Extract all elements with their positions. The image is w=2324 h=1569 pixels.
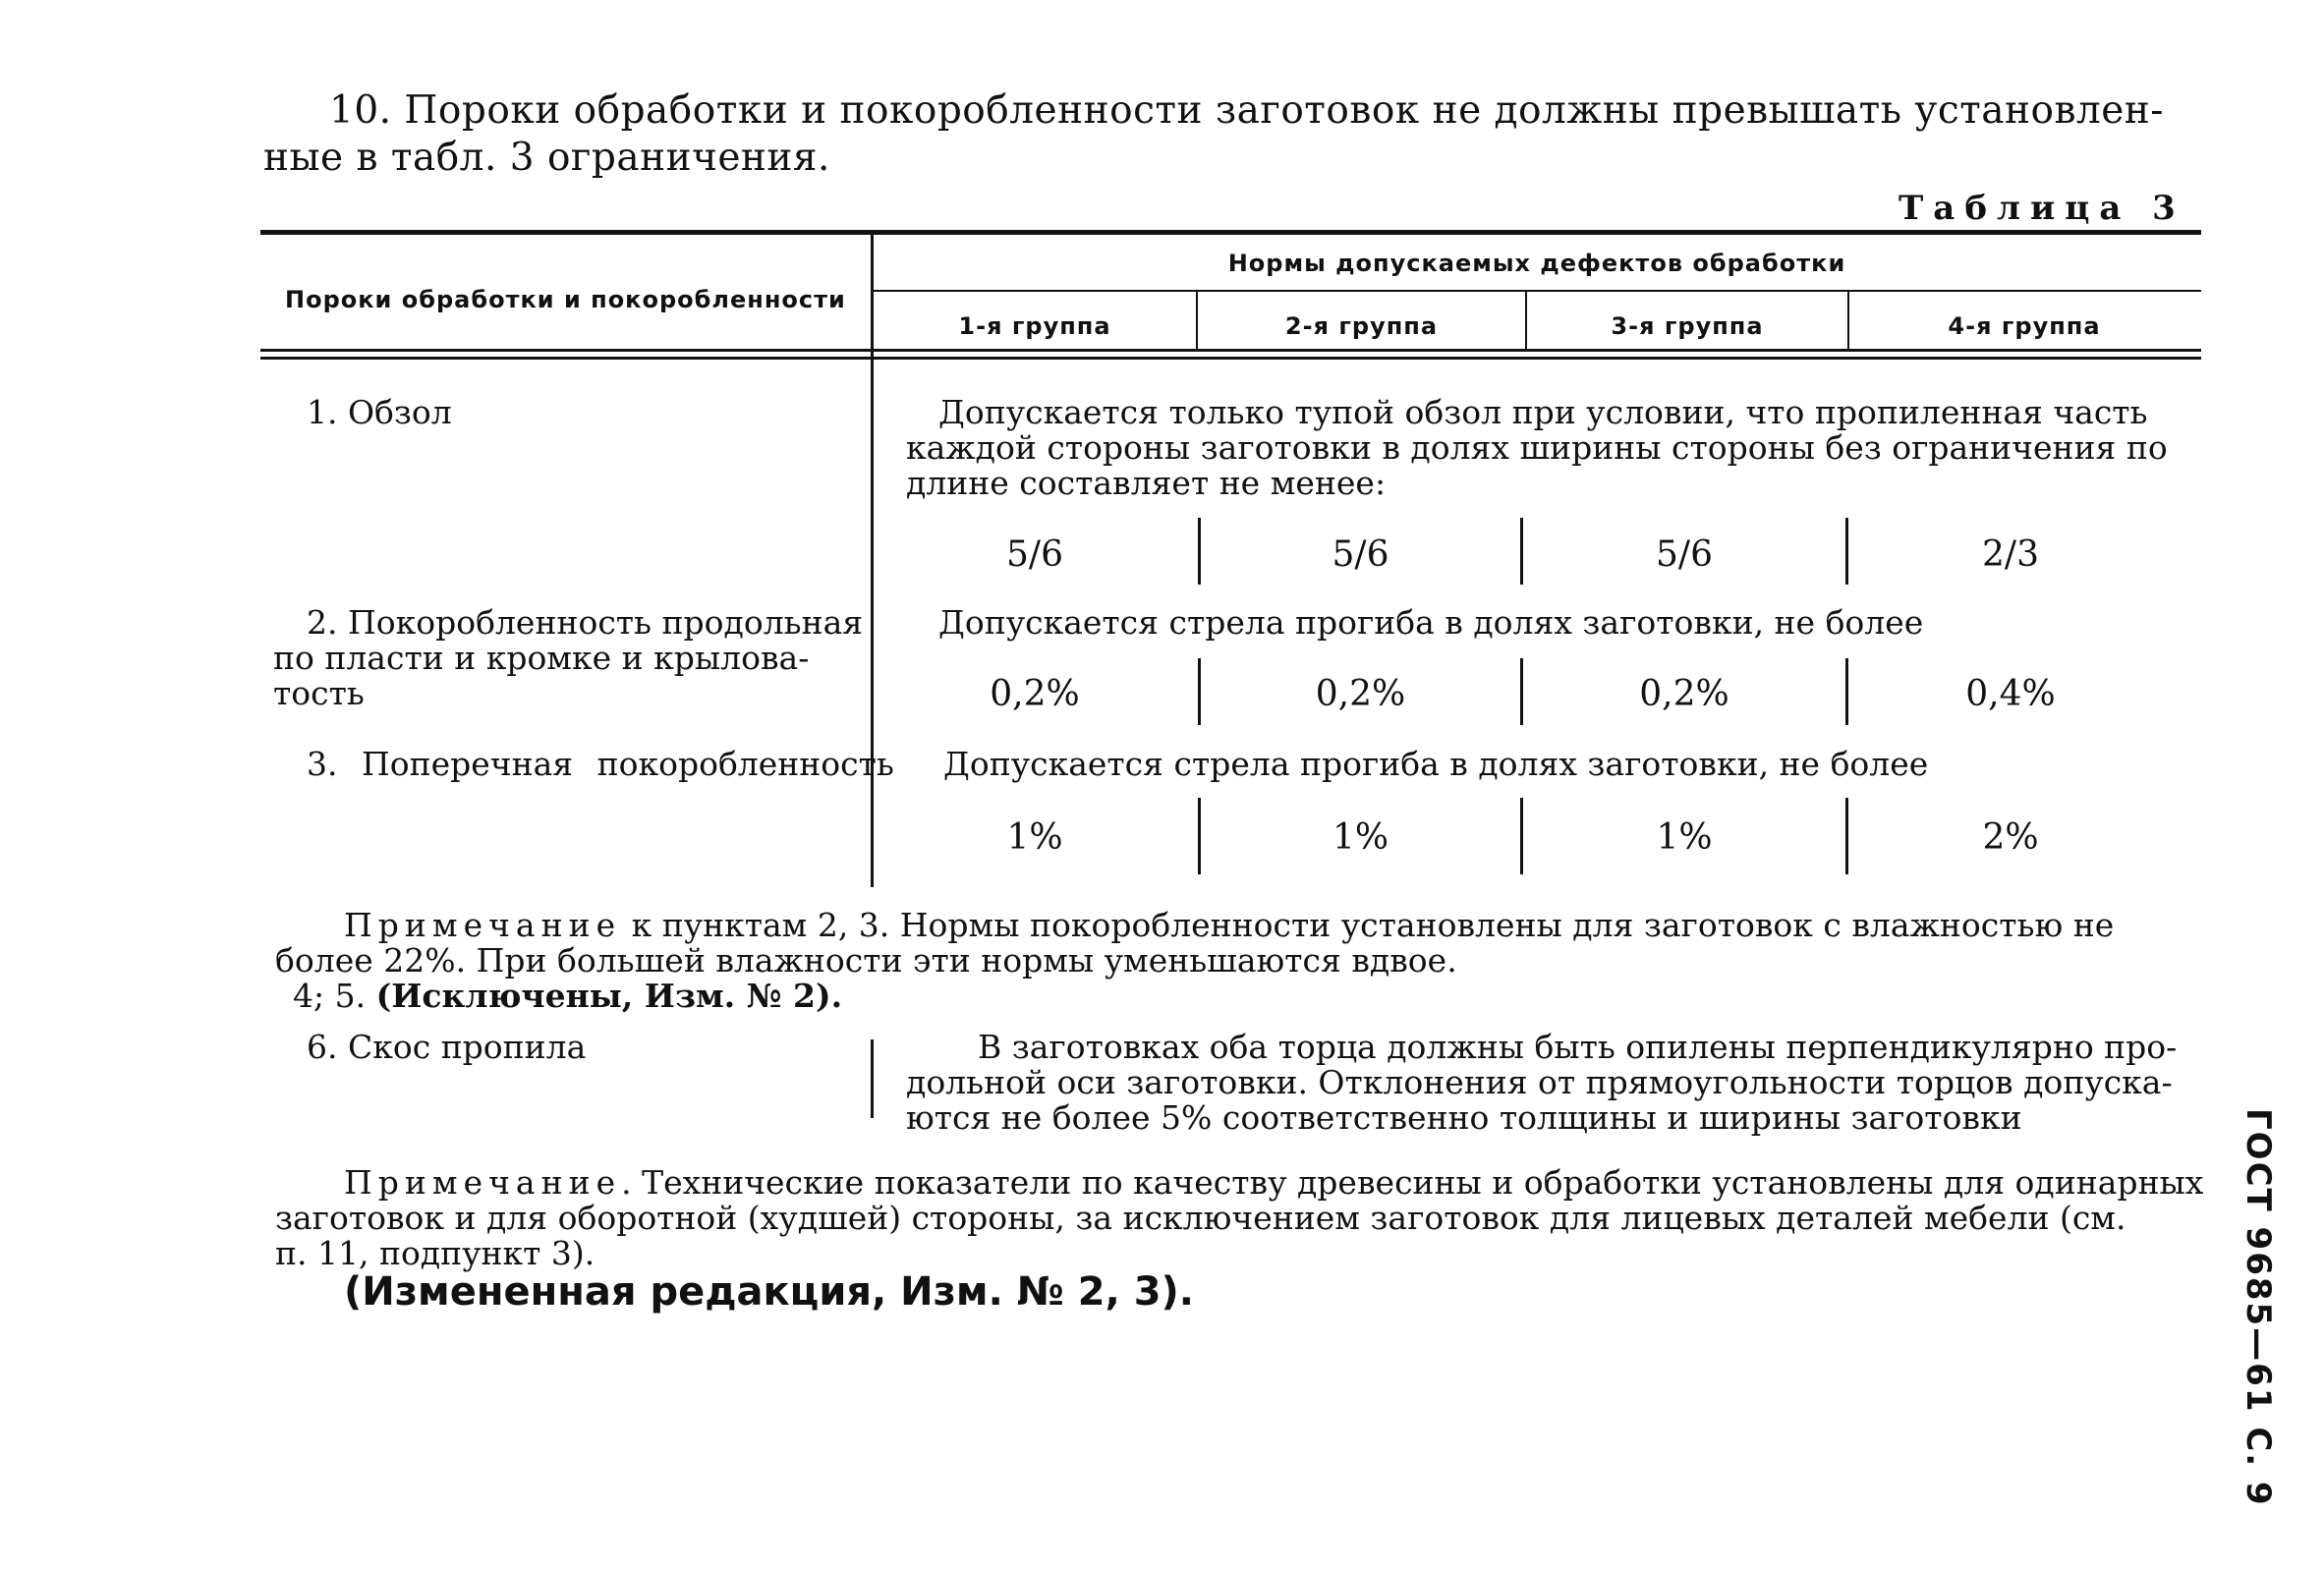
note1-line-1 [344,908,2114,943]
note2-line-3: п. 11, подпункт 3). [275,1234,595,1272]
note2-line-1 [344,1165,2203,1201]
note1-line-2: более 22%. При большей влажности эти нормы уменьшаются вдвое. [275,941,1457,980]
excluded-bold: (Исключены, Изм. № 2). [375,977,843,1015]
note2-text-1: . Технические показатели по качеству древесины и обработки установлены для одинарных [621,1163,2204,1202]
row3-desc: Допускается стрела прогиба в долях заготовки, не более [943,745,1929,783]
item6-vline [871,1039,874,1118]
body-vline-main [871,360,874,887]
excluded-prefix: 4; 5. [293,977,376,1015]
row2-label-3: тость [273,674,365,712]
note1-text-1: к пунктам 2, 3. Нормы покоробленности установлены для заготовок с влажностью не [621,906,2115,944]
header-group-3: 3-я группа [1611,312,1764,340]
item6-desc-2: дольной оси заготовки. Отклонения от прямоугольности торцов допуска- [906,1063,2173,1101]
intro-line-1: 10. Пороки обработки и покоробленности заготовок не должны превышать установлен- [329,88,2164,133]
item6-desc-3: ются не более 5% соответственно толщины и ширины заготовки [906,1098,2022,1137]
row2-value-3: 0,2% [1639,674,1729,714]
row2-value-2: 0,2% [1315,674,1406,714]
row1-value-1: 5/6 [1006,534,1063,575]
row3-label: 3. Поперечная покоробленность [307,745,894,783]
item6-label: 6. Скос пропила [307,1028,587,1066]
header-defects: Пороки обработки и покоробленности [285,286,846,313]
note2-line-2: заготовок и для оборотной (худшей) стороны, за исключением заготовок для лицевых деталей мебели (см. [275,1199,2126,1237]
row1-value-4: 2/3 [1982,534,2039,575]
row2-label-2: по пласти и кромке и крылова- [273,639,810,677]
row3-value-4: 2% [1982,817,2039,858]
row1-desc-2: каждой стороны заготовки в долях ширины стороны без ограничения по [906,428,2168,467]
row3-value-3: 1% [1656,817,1713,858]
row1-label: 1. Обзол [307,393,452,431]
header-mid-rule [873,290,2201,292]
row2-value-1: 0,2% [990,674,1080,714]
header-norms: Нормы допускаемых дефектов обработки [1227,250,1846,277]
row2-desc: Допускается стрела прогиба в долях заготовки, не более [938,603,1924,642]
revision-note: (Измененная редакция, Изм. № 2, 3). [344,1269,1194,1315]
row1-value-3: 5/6 [1656,534,1713,575]
table-title: Таблица 3 [1899,189,2185,228]
intro-line-2: ные в табл. 3 ограничения. [263,136,830,180]
header-bottom-rule-2 [260,357,2201,360]
excluded-line [293,979,842,1014]
header-group-4: 4-я группа [1948,312,2101,340]
note2-prefix: Примечание [344,1163,622,1202]
side-header: ГОСТ 9685—61 С. 9 [2239,1108,2278,1507]
row2-value-4: 0,4% [1965,674,2056,714]
table-top-rule [260,230,2201,235]
row3-value-1: 1% [1006,817,1063,858]
header-group-2: 2-я группа [1284,312,1439,340]
row3-value-2: 1% [1332,817,1389,858]
header-group-1: 1-я группа [958,312,1111,340]
header-bottom-rule-1 [260,349,2201,352]
note1-prefix: Примечание [344,906,622,944]
row1-value-2: 5/6 [1332,534,1389,575]
item6-desc-1: В заготовках оба торца должны быть опилены перпендикулярно про- [978,1028,2178,1066]
row1-desc-1: Допускается только тупой обзол при условии, что пропиленная часть [938,393,2148,431]
row1-desc-3: длине составляет не менее: [906,464,1387,502]
row2-label-1: 2. Покоробленность продольная [307,603,864,642]
